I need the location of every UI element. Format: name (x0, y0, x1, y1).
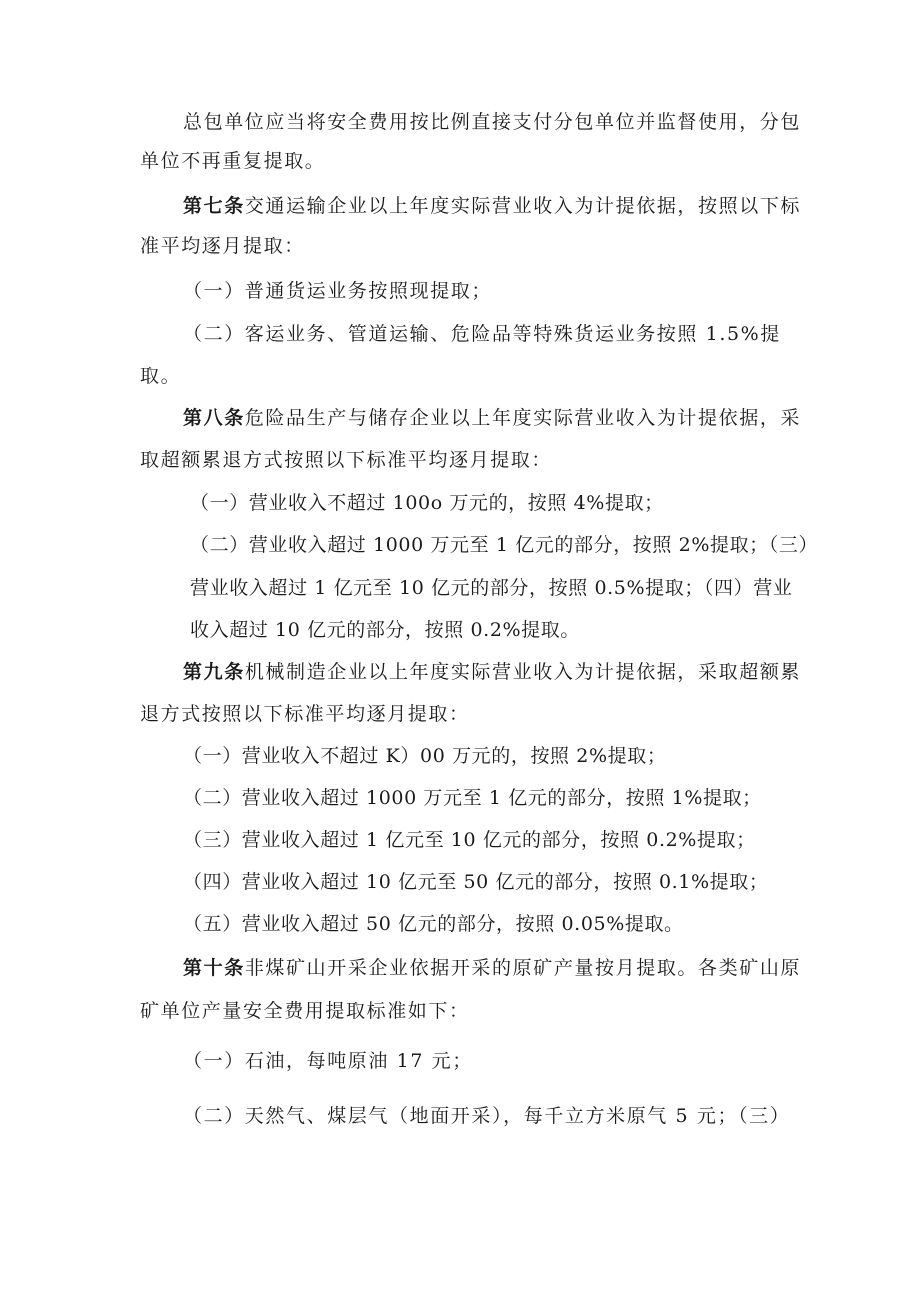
paragraph-text: 交通运输企业以上年度实际营业收入为计提依据，按照以下标 (244, 195, 802, 217)
list-item: （二）营业收入超过 1000 万元至 1 亿元的部分，按照 2%提取；（三） (190, 534, 819, 556)
paragraph-line: 矿单位产量安全费用提取标准如下： (140, 1000, 470, 1022)
paragraph-line: 退方式按照以下标准平均逐月提取： (140, 703, 470, 725)
list-item: （一）营业收入不超过 100o 万元的，按照 4%提取； (190, 492, 664, 514)
list-item: （二）营业收入超过 1000 万元至 1 亿元的部分，按照 1%提取； (183, 787, 762, 809)
paragraph-line: 总包单位应当将安全费用按比例直接支付分包单位并监督使用，分包 (183, 111, 802, 133)
article-10-line (183, 955, 801, 981)
article-7-heading: 第七条 (183, 195, 245, 217)
paragraph-line: 单位不再重复提取。 (140, 150, 326, 172)
paragraph-line: 准平均逐月提取： (140, 235, 305, 257)
article-8-heading: 第八条 (183, 407, 245, 429)
list-item: （二）天然气、煤层气（地面开采），每千立方米原气 5 元；（三） (183, 1105, 791, 1127)
paragraph-line: 取。 (140, 365, 182, 387)
list-item: （一）营业收入不超过 K）00 万元的，按照 2%提取； (183, 745, 667, 767)
article-9-line (183, 659, 801, 685)
list-item: （一）普通货运业务按照现提取； (183, 280, 493, 302)
list-item: 收入超过 10 亿元的部分，按照 0.2%提取。 (190, 619, 580, 641)
article-10-heading: 第十条 (183, 957, 245, 979)
paragraph-text: 危险品生产与储存企业以上年度实际营业收入为计提依据，采 (244, 407, 802, 429)
list-item: （三）营业收入超过 1 亿元至 10 亿元的部分，按照 0.2%提取； (183, 829, 756, 851)
paragraph-line: 取超额累退方式按照以下标准平均逐月提取： (140, 449, 553, 471)
paragraph-text: 机械制造企业以上年度实际营业收入为计提依据，采取超额累 (244, 661, 802, 683)
paragraph-text: 非煤矿山开采企业依据开采的原矿产量按月提取。各类矿山原 (244, 957, 802, 979)
article-8-line (183, 405, 801, 431)
list-item: （五）营业收入超过 50 亿元的部分，按照 0.05%提取。 (183, 913, 684, 935)
article-7-line (183, 193, 801, 219)
list-item: （二）客运业务、管道运输、危险品等特殊货运业务按照 1.5%提 (183, 323, 781, 345)
article-9-heading: 第九条 (183, 661, 245, 683)
list-item: （四）营业收入超过 10 亿元至 50 亿元的部分，按照 0.1%提取； (183, 871, 769, 893)
list-item: 营业收入超过 1 亿元至 10 亿元的部分，按照 0.5%提取；（四）营业 (190, 577, 793, 599)
list-item: （一）石油，每吨原油 17 元； (183, 1050, 473, 1072)
